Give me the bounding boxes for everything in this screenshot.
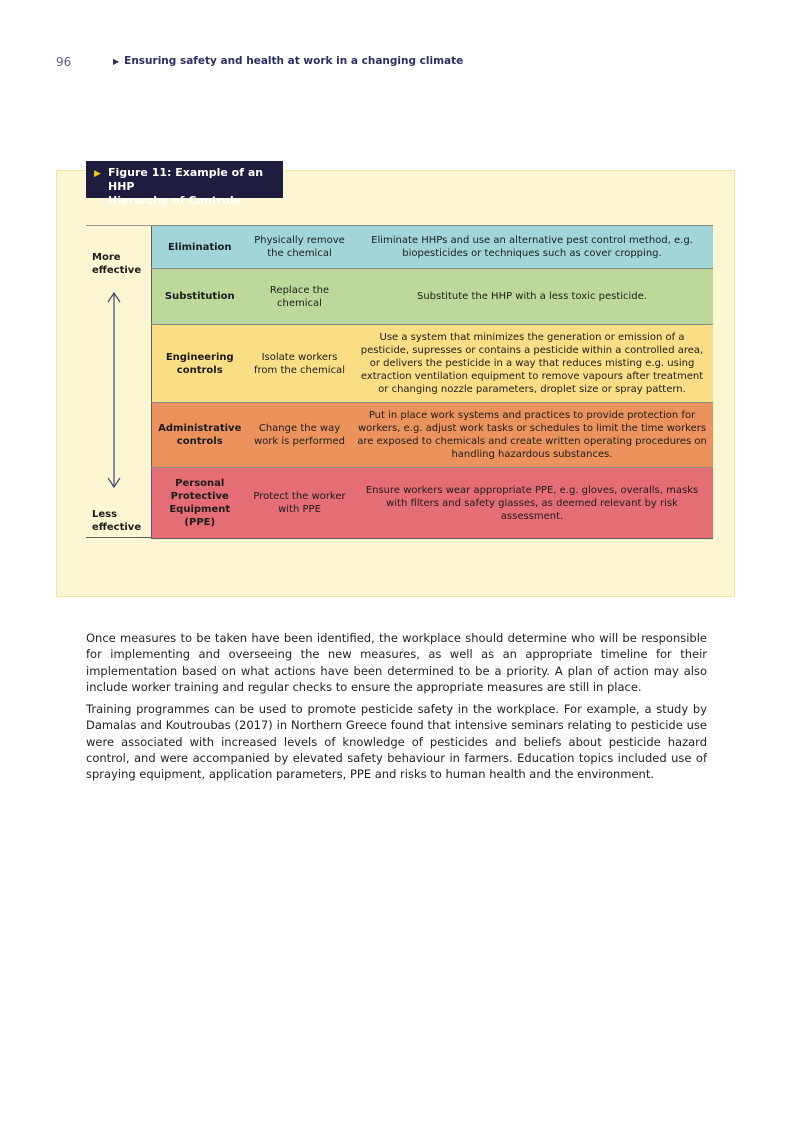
triangle-bullet-icon: ▶ [94, 169, 101, 179]
more-effective-line-2: effective [92, 265, 142, 276]
table-row-substitution [152, 269, 713, 325]
action-cell: Physically remove the chemical [254, 235, 345, 259]
effectiveness-scale [86, 225, 151, 538]
body-text [86, 630, 707, 789]
level-cell: Elimination [167, 241, 232, 253]
table-row-ppe [152, 468, 713, 539]
description-cell: Eliminate HHPs and use an alternative pest control method, e.g. biopesticides or techniques such as cover cropping. [371, 235, 693, 259]
paragraph-1: Once measures to be taken have been identified, the workplace should determine who will be responsible for implementing and overseeing the new measures, as well as an appropriate timeline for their implementation based on what actions have been determined to be a priority. A plan of action may also include worker training and regular checks to ensure the appropriate measures are still in place. [86, 631, 707, 694]
triangle-bullet-icon: ▶ [113, 56, 120, 66]
less-effective-label [92, 508, 141, 534]
level-cell: Substitution [164, 291, 235, 302]
table-row-engineering-controls [152, 325, 713, 403]
page-number: 96 [56, 55, 72, 69]
table-row-elimination [152, 226, 713, 269]
description-cell: Substitute the HHP with a less toxic pesticide. [417, 291, 647, 302]
table-row-administrative-controls [152, 403, 713, 468]
figure-title-line-2: Hierarchy of Controls [108, 194, 241, 207]
more-effective-line-1: More [92, 252, 121, 263]
paragraph-2: Training programmes can be used to promote pesticide safety in the workplace. For example, a study by Damalas and Koutroubas (2017) in Northern Greece found that intensive seminars relating to pesticide use were associated with increased levels of knowledge of pesticides and beliefs about pesticide hazard control, and were accompanied by elevated safety behaviour in farmers. Education topics included use of spraying equipment, application parameters, PPE and risks to human health and the environment. [86, 702, 707, 782]
action-cell: Replace the chemical [269, 284, 330, 309]
running-header [113, 55, 463, 67]
action-cell: Isolate workers from the chemical [254, 351, 345, 376]
double-arrow-icon [104, 291, 124, 489]
level-cell: Personal Protective Equipment (PPE) [169, 478, 231, 528]
description-cell: Put in place work systems and practices to provide protection for workers, e.g. adjust work tasks or schedules to limit the time workers are exposed to chemicals and create written operating procedures on handling hazardous substances. [357, 410, 707, 460]
action-cell: Protect the worker with PPE [253, 491, 346, 515]
less-effective-line-1: Less [92, 509, 118, 520]
hierarchy-of-controls-table [151, 225, 713, 539]
description-cell: Ensure workers wear appropriate PPE, e.g. gloves, overalls, masks with filters and safety glasses, as deemed relevant by risk assessment. [365, 484, 699, 522]
figure-title [86, 161, 283, 207]
description-cell: Use a system that minimizes the generation or emission of a pesticide, supresses or contains a pesticide within a controlled area, or delivers the pesticide in a way that reduces misting e.g. using extraction ventilation equipment to remove vapours after treatment or changing nozzle parameters, droplet size or spray pattern. [360, 332, 704, 395]
action-cell: Change the way work is performed [254, 423, 345, 447]
level-cell: Administrative controls [158, 423, 242, 447]
level-cell: Engineering controls [165, 351, 234, 376]
more-effective-label [92, 251, 141, 277]
less-effective-line-2: effective [92, 522, 142, 533]
running-header-title: Ensuring safety and health at work in a changing climate [124, 55, 464, 67]
figure-title-line-1: Figure 11: Example of an HHP [108, 166, 264, 193]
